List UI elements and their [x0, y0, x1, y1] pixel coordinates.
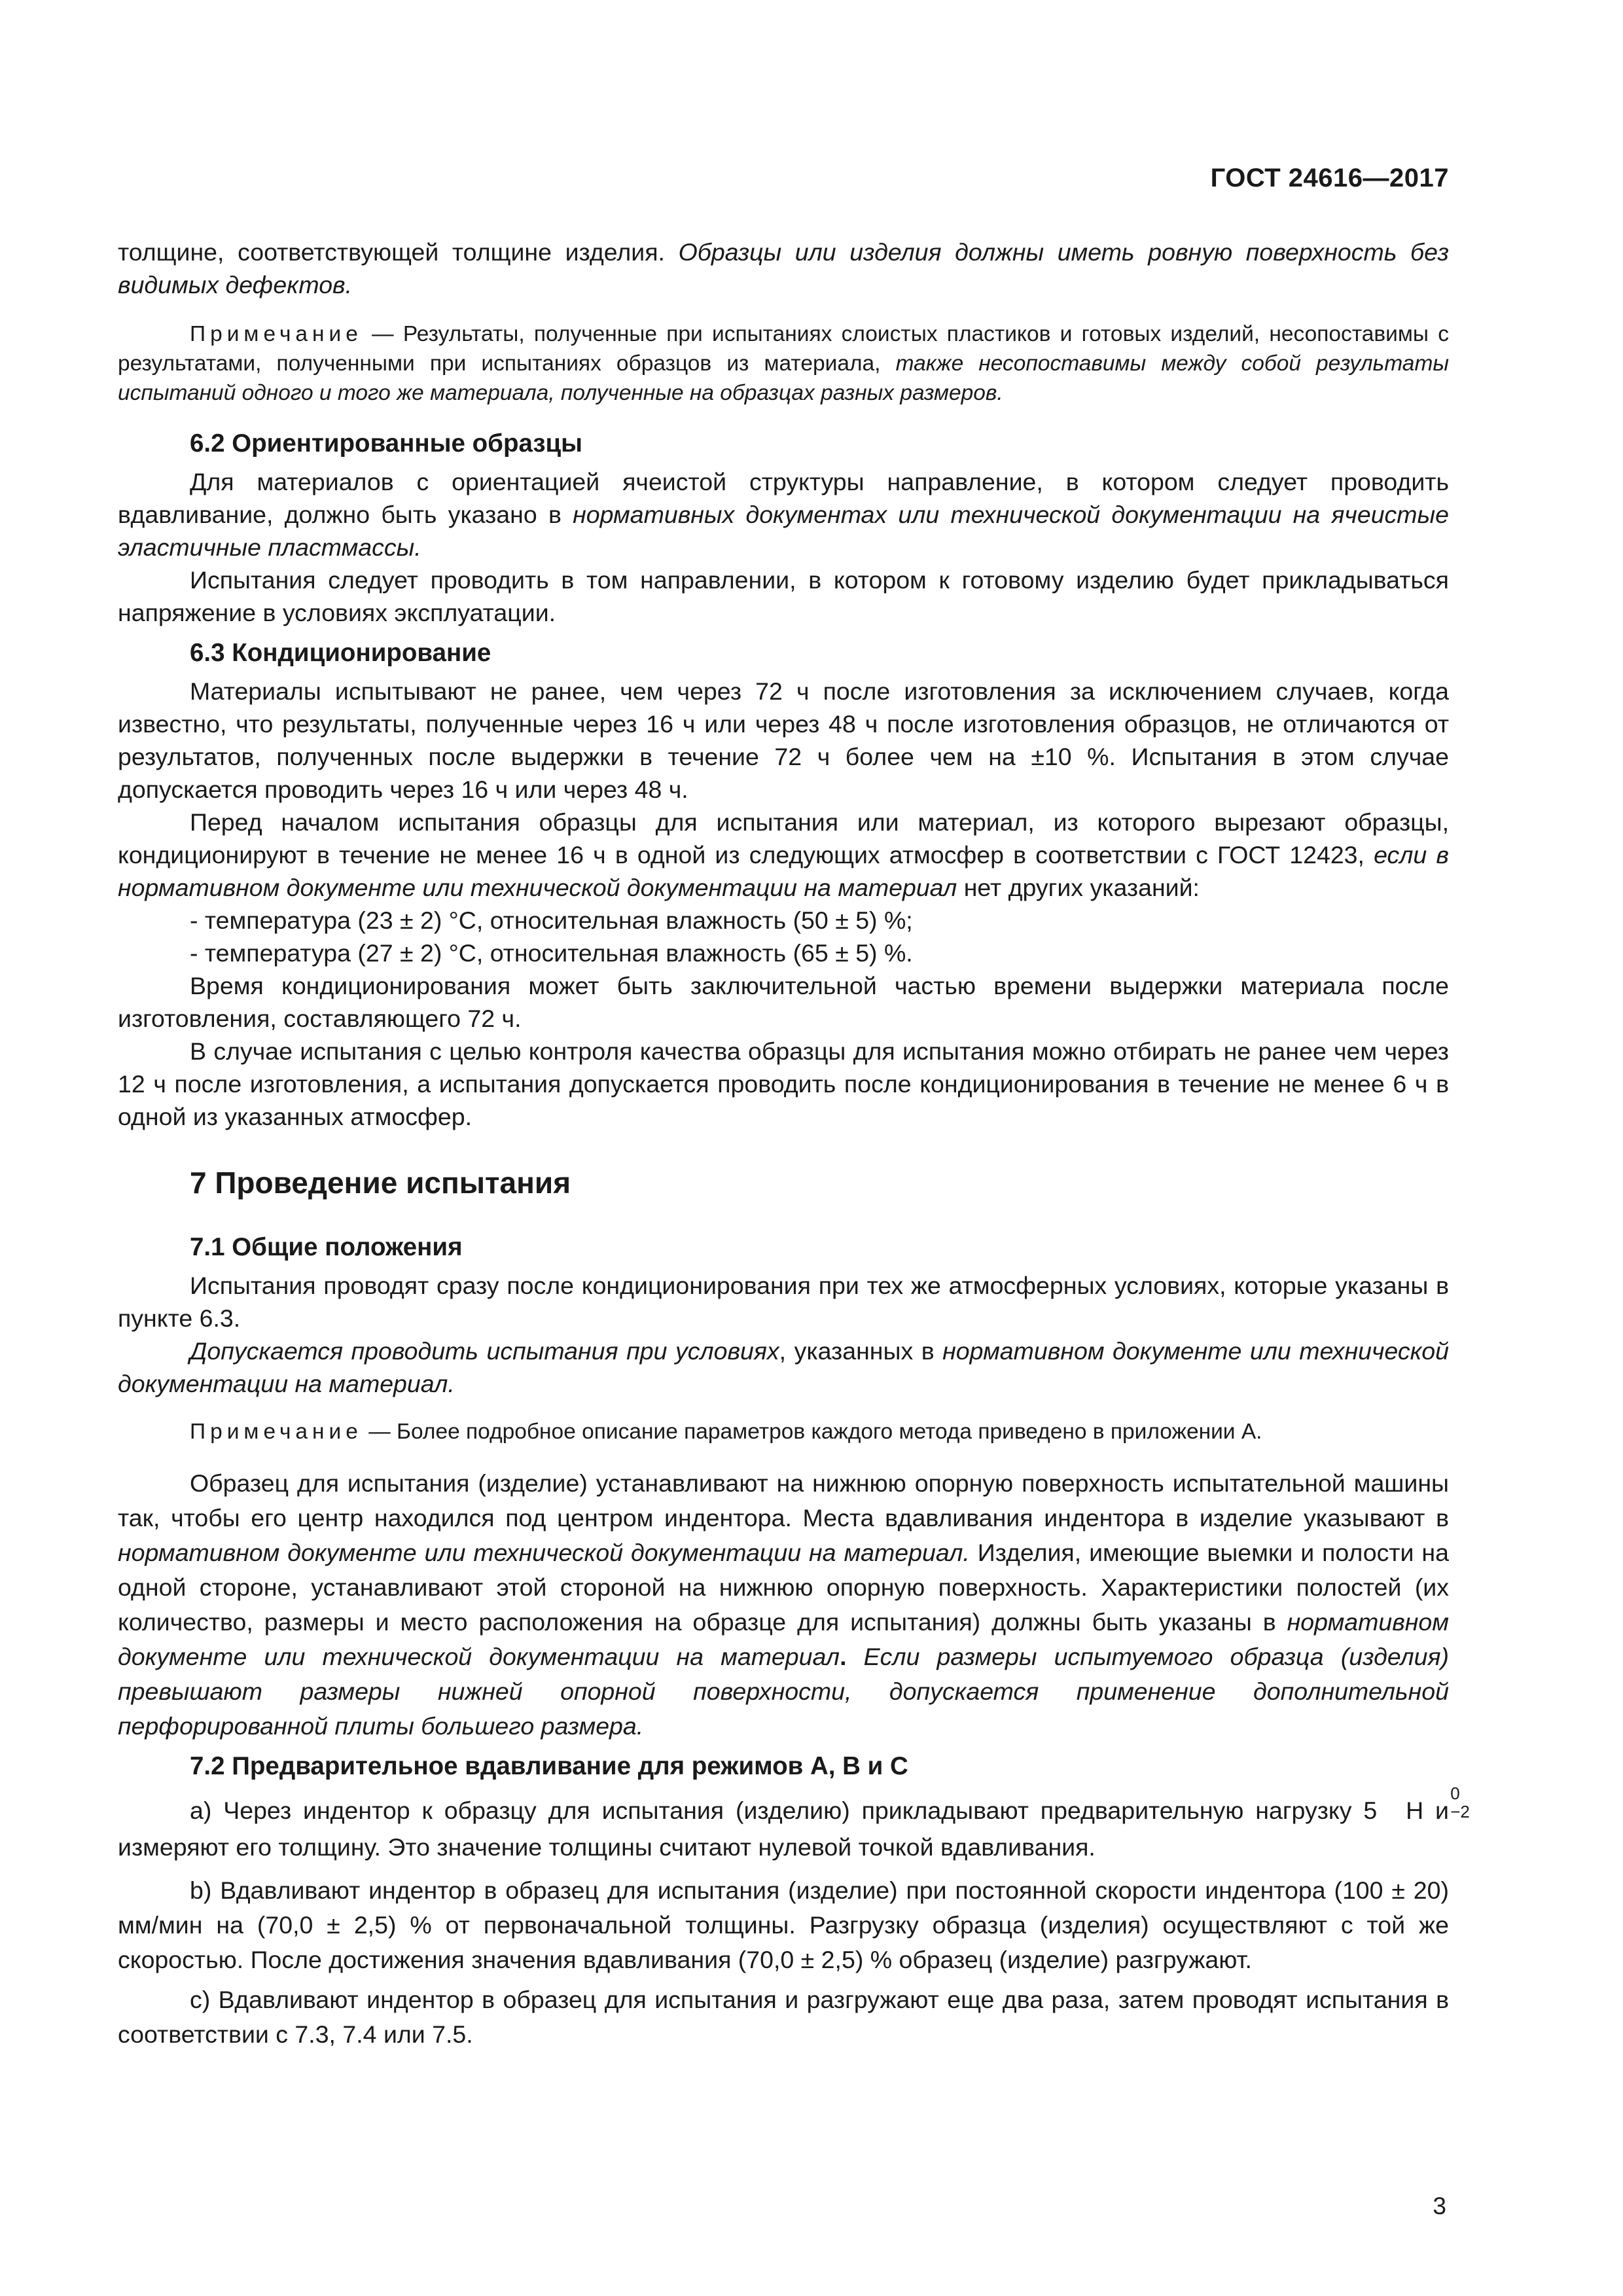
paragraph-7-2-c: с) Вдавливают индентор в образец для испытания и разгружают еще два раза, затем проводят испытания в соответствии с 7.3, 7.4 или 7.5. — [118, 1986, 1449, 2048]
page-number: 3 — [1433, 2193, 1446, 2219]
tolerance-fraction: 0 −2 — [1450, 1784, 1470, 1821]
paragraph-6-2-1: Для материалов с ориентацией ячеистой структуры направление, в котором следует проводить вдавливание, должно быть указано в нормативных документах или технической документации на ячеистые эластичные пластмассы. — [118, 468, 1449, 561]
note-label: Примечание — [190, 1420, 363, 1444]
heading-7-2: 7.2 Предварительное вдавливание для режимов А, В и С — [190, 1752, 908, 1780]
note-label: Примечание — [190, 322, 363, 346]
list-item-1: - температура (23 ± 2) °С, относительная влажность (50 ± 5) %; — [190, 906, 913, 934]
heading-7: 7 Проведение испытания — [190, 1166, 571, 1200]
page-body — [118, 151, 1470, 2052]
paragraph-6-3-1: Материалы испытывают не ранее, чем через 72 ч после изготовления за исключением случаев, когда известно, что результаты, полученные через 16 ч или через 48 ч после изготовления образцов, не отличаются от результатов, полученных после выдержки в течение 72 ч более чем на ±10 %. Испытания в этом случае допускается проводить через 16 ч или через 48 ч. — [118, 677, 1449, 803]
standard-code: ГОСТ 24616—2017 — [1210, 164, 1449, 192]
paragraph-7-1-3: Образец для испытания (изделие) устанавливают на нижнюю опорную поверхность испытательной машины так, чтобы его центр находился под центром индентора. Места вдавливания индентора в изделие указывают в нормативном документе или технической документации на материал. Изделия, имеющие выемки и полости на одной стороне, устанавливают этой стороной на нижнюю опорную поверхность. Характеристики полостей (их количество, размеры и место расположения на образце для испытания) должны быть указаны в нормативном документе или технической документации на материал. Если размеры испытуемого образца (изделия) превышают размеры нижней опорной поверхности, допускается применение дополнительной перфорированной плиты большего размера. — [118, 1469, 1450, 1740]
paragraph-6-3-4: В случае испытания с целью контроля качества образцы для испытания можно отбирать не ранее чем через 12 ч после изготовления, а испытания допускается проводить после кондиционирования в течение не менее 6 ч в одной из указанных атмосфер. — [118, 1037, 1449, 1130]
heading-6-3: 6.3 Кондиционирование — [190, 639, 491, 667]
heading-7-1: 7.1 Общие положения — [190, 1233, 463, 1261]
note-1: Примечание — Результаты, полученные при испытаниях слоистых пластиков и готовых изделий, несопоставимы с результатами, полученными при испытаниях образцов из материала, также несопоставимы между собой результаты испытаний одного и того же материала, полученные на образцах разных размеров. — [118, 322, 1449, 405]
heading-6-2: 6.2 Ориентированные образцы — [190, 429, 583, 457]
paragraph-7-1-2: Допускается проводить испытания при условиях, указанных в нормативном документе или технической документации на материал. — [118, 1337, 1449, 1397]
paragraph-7-1-1: Испытания проводят сразу после кондиционирования при тех же атмосферных условиях, которые указаны в пункте 6.3. — [118, 1272, 1449, 1332]
note-2: Примечание — Более подробное описание параметров каждого метода приведено в приложении А. — [190, 1420, 1262, 1444]
paragraph-6-3-2: Перед началом испытания образцы для испытания или материал, из которого вырезают образцы, кондиционируют в течение не менее 16 ч в одной из следующих атмосфер в соответствии с ГОСТ 12423, если в нормативном документе или технической документации на материал нет других указаний: — [118, 808, 1449, 901]
paragraph-6-2-2: Испытания следует проводить в том направлении, в котором к готовому изделию будет прикладываться напряжение в условиях эксплуатации. — [118, 566, 1449, 626]
paragraph-6-3-3: Время кондиционирования может быть заключительной частью времени выдержки материала после изготовления, составляющего 72 ч. — [118, 972, 1449, 1032]
list-item-2: - температура (27 ± 2) °С, относительная влажность (65 ± 5) %. — [190, 939, 913, 967]
intro-paragraph: толщине, соответствующей толщине изделия. Образцы или изделия должны иметь ровную поверхность без видимых дефектов. — [118, 238, 1449, 298]
paragraph-7-2-a: а) Через индентор к образцу для испытания (изделию) прикладывают предварительную нагрузку 5 0 −2 Н и измеряют его толщину. Это значение толщины считают нулевой точкой вдавливания. — [118, 1784, 1470, 1861]
paragraph-7-2-b: b) Вдавливают индентор в образец для испытания (изделие) при постоянной скорости индентора (100 ± 20) мм/мин на (70,0 ± 2,5) % от первоначальной толщины. Разгрузку образца (изделия) осуществляют с той же скоростью. После достижения значения вдавливания (70,0 ± 2,5) % образец (изделие) разгружают. — [118, 1876, 1449, 1973]
